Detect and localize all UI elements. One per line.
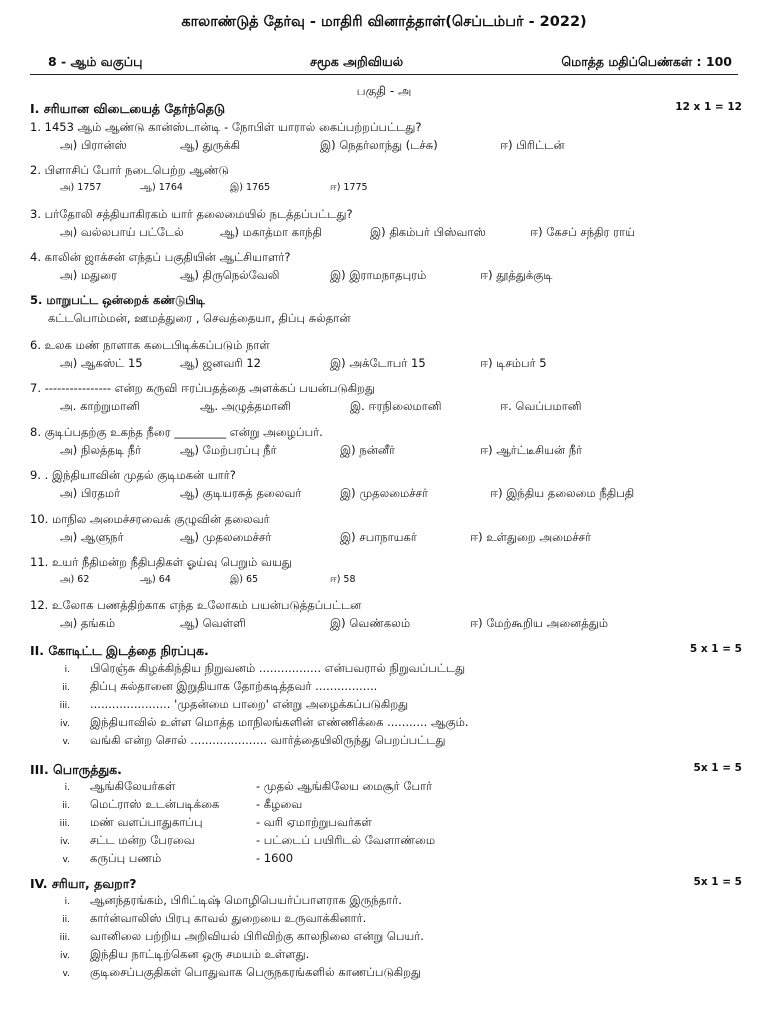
item-text: பிரெஞ்சு கிழக்கிந்திய நிறுவனம் ................. என்பவரால் நிறுவப்பட்டது [90, 661, 466, 675]
question-10 [30, 513, 742, 547]
option-b: ஆ) வெள்ளி [180, 615, 246, 630]
match-right: - வரி ஏமாற்றுபவர்கள் [256, 815, 372, 829]
item-number: v. [62, 969, 70, 979]
options-row [30, 444, 742, 460]
match-right: - பட்டைப் பயிரிடல் வேளாண்மை [256, 833, 436, 847]
item-text: திப்பு சுல்தானை இறுதியாக தோற்கடித்தவர் ................. [90, 679, 378, 693]
question-4 [30, 251, 742, 285]
option-b: ஆ) துருக்கி [180, 137, 241, 152]
options-row [30, 182, 742, 198]
options-row [30, 574, 742, 590]
item-text: வானிலை பற்றிய அறிவியல் பிரிவிற்கு காலநிலை என்று பெயர். [90, 929, 424, 943]
item-number: iii. [59, 819, 70, 829]
option-d: ஈ) ஆர்ட்டீசியன் நீர் [480, 442, 583, 457]
option-b: ஆ) 1764 [140, 181, 183, 193]
option-b: ஆ) திருநெல்வேலி [180, 267, 280, 282]
match-left: கருப்பு பணம் [90, 851, 162, 865]
question-2 [30, 164, 742, 198]
section3-list [30, 780, 742, 870]
item-number: i. [64, 665, 70, 675]
question-text: 4. காலின் ஜாக்சன் எந்தப் பகுதியின் ஆட்சியாளர்? [30, 250, 291, 264]
item-number: v. [62, 855, 70, 865]
option-d: ஈ) இந்திய தலைமை நீதிபதி [490, 485, 635, 500]
section4-heading-row [30, 876, 742, 891]
header-divider [30, 74, 738, 75]
item-number: i. [64, 783, 70, 793]
item-number: v. [62, 737, 70, 747]
option-a: அ) மதுரை [60, 267, 117, 282]
option-b: ஆ) முதலமைச்சர் [180, 529, 272, 544]
option-b: ஆ) 64 [140, 573, 171, 585]
section3-heading: III. பொருத்துக. [30, 762, 122, 777]
options-row [30, 617, 742, 633]
section3-heading-row [30, 762, 742, 777]
item-text: இந்திய நாட்டிற்கென ஒரு சமயம் உள்ளது. [90, 947, 310, 961]
section1-heading-row [30, 101, 742, 116]
question-6 [30, 339, 742, 373]
match-left: மண் வளப்பாதுகாப்பு [90, 815, 203, 829]
match-row [30, 798, 742, 816]
item-number: i. [64, 897, 70, 907]
item-text: இந்தியாவில் உள்ள மொத்த மாநிலங்களின் எண்ணிக்கை ........... ஆகும். [90, 715, 469, 729]
section4-list [30, 894, 742, 984]
paper-title: காலாண்டுத் தேர்வு - மாதிரி வினாத்தாள்(செப்டம்பர் - 2022) [181, 14, 587, 30]
question-text: 7. ---------------- என்ற கருவி ஈரப்பதத்தை அளக்கப் பயன்படுகிறது [30, 381, 375, 395]
option-c: இ) சபாநாயகர் [340, 529, 417, 544]
question-text: 10. மாநில அமைச்சரவைக் குழுவின் தலைவர் [30, 512, 270, 526]
item-text: கார்ன்வாலிஸ் பிரபு காவல் துறையை உருவாக்கினார். [90, 911, 367, 925]
option-c: இ. ஈரநிலைமானி [350, 398, 442, 413]
question-8 [30, 426, 742, 460]
option-d: ஈ) தூத்துக்குடி [480, 267, 553, 282]
question-5 [30, 294, 742, 326]
item-number: iv. [60, 837, 70, 847]
option-c: இ) இராமநாதபுரம் [330, 267, 427, 282]
section2-heading: II. கோடிட்ட இடத்தை நிரப்புக. [30, 643, 209, 658]
item-number: ii. [62, 801, 70, 811]
item-text: வங்கி என்ற சொல் ..................... வார்த்தையிலிருந்து பெறப்பட்டது [90, 733, 446, 747]
item-number: iii. [59, 933, 70, 943]
section2-marks: 5 x 1 = 5 [689, 643, 742, 655]
question-text: 12. உலோக பணத்திற்காக எந்த உலோகம் பயன்படுத்தப்பட்டன [30, 598, 362, 612]
item-number: ii. [62, 915, 70, 925]
option-c: இ) முதலமைச்சர் [340, 485, 429, 500]
list-item [30, 966, 742, 984]
options-row [30, 139, 742, 155]
option-c: இ) 65 [230, 573, 259, 585]
option-d: ஈ) 58 [330, 573, 356, 585]
question-9 [30, 469, 742, 503]
subject-label: சமூக அறிவியல் [310, 54, 404, 69]
options-row [30, 226, 742, 242]
option-c: இ) நன்னீர் [340, 442, 396, 457]
option-c: இ) அக்டோபர் 15 [330, 355, 426, 370]
item-text: ஆனந்தரங்கம், பிரிட்டிஷ் மொழிபெயர்ப்பாளராக இருந்தார். [90, 893, 402, 907]
option-a: அ. காற்றுமானி [60, 398, 140, 413]
item-number: ii. [62, 683, 70, 693]
list-item [30, 948, 742, 966]
options-row [30, 487, 742, 503]
list-item [30, 912, 742, 930]
section4-heading: IV. சரியா, தவறா? [30, 876, 137, 891]
option-d: ஈ) மேற்கூறிய அனைத்தும் [470, 615, 608, 630]
options-row [30, 400, 742, 416]
option-a: அ) பிரான்ஸ் [60, 137, 127, 152]
option-b: ஆ) ஜனவரி 12 [180, 355, 261, 370]
question-text: 3. பர்தோலி சத்தியாகிரகம் யார் தலைமையில் நடத்தப்பட்டது? [30, 207, 353, 221]
list-item [30, 662, 742, 680]
match-left: சட்ட மன்ற பேரவை [90, 833, 195, 847]
question-text: 1. 1453 ஆம் ஆண்டு கான்ஸ்டான்டி - நோபிள் யாரால் கைப்பற்றப்பட்டது? [30, 120, 422, 134]
item-text: குடிசைப்பகுதிகள் பொதுவாக பெருநகரங்களில் காணப்படுகிறது [90, 965, 421, 979]
list-item [30, 734, 742, 752]
option-d: ஈ) டிசம்பர் 5 [480, 355, 547, 370]
item-number: iv. [60, 951, 70, 961]
option-d: ஈ) கேசப் சந்திர ராய் [530, 224, 635, 239]
total-marks-label: மொத்த மதிப்பெண்கள் : 100 [561, 54, 732, 69]
option-b: ஆ) மேற்பரப்பு நீர் [180, 442, 277, 457]
question-text: 8. குடிப்பதற்கு உகந்த நீரை _________ என்று அழைப்பர். [30, 425, 323, 439]
question-text: 11. உயர் நீதிமன்ற நீதிபதிகள் ஓய்வு பெறும் வயது [30, 555, 292, 569]
options-row [30, 357, 742, 373]
option-d: ஈ. வெப்பமானி [500, 398, 582, 413]
match-right: - 1600 [256, 851, 294, 865]
option-c: இ) 1765 [230, 181, 271, 193]
option-a: அ) 1757 [60, 181, 102, 193]
match-right: - கீழவை [256, 797, 303, 811]
question-text: 9. . இந்தியாவின் முதல் குடிமகன் யார்? [30, 468, 236, 482]
option-a: அ) ஆளுநர் [60, 529, 124, 544]
grade-label: 8 - ஆம் வகுப்பு [48, 54, 143, 69]
question-3 [30, 208, 742, 242]
part-label: பகுதி - அ [356, 84, 412, 98]
item-number: iv. [60, 719, 70, 729]
match-row [30, 834, 742, 852]
match-right: - முதல் ஆங்கிலேய மைசூர் போர் [256, 779, 433, 793]
section1-heading: I. சரியான விடையைத் தேர்ந்தெடு [30, 101, 226, 116]
match-left: மெட்ராஸ் உடன்படிக்கை [90, 797, 220, 811]
option-a: அ) தங்கம் [60, 615, 116, 630]
list-item [30, 894, 742, 912]
option-c: இ) நெதர்லாந்து (டச்சு) [320, 137, 438, 152]
section2-list [30, 662, 742, 752]
list-item [30, 716, 742, 734]
question-line2: கட்டபொம்மன், ஊமத்துரை , செவத்தையா, திப்பு சுல்தான் [48, 310, 351, 325]
match-row [30, 852, 742, 870]
item-text: ...................... 'முதன்மை பாறை' என்று அழைக்கப்படுகிறது [90, 697, 409, 711]
option-a: அ) வல்லபாய் பட்டேல் [60, 224, 184, 239]
list-item [30, 698, 742, 716]
question-text: 2. பிளாசிப் போர் நடைபெற்ற ஆண்டு [30, 163, 229, 177]
options-row [30, 531, 742, 547]
option-c: இ) வெண்கலம் [330, 615, 411, 630]
option-c: இ) திகம்பர் பிஸ்வாஸ் [370, 224, 486, 239]
option-b: ஆ. அழுத்தமானி [200, 398, 291, 413]
option-a: அ) 62 [60, 573, 90, 585]
options-row [30, 269, 742, 285]
section2-heading-row [30, 643, 742, 658]
match-row [30, 816, 742, 834]
option-d: ஈ) உள்துறை அமைச்சர் [470, 529, 592, 544]
question-text: 6. உலக மண் நாளாக கடைபிடிக்கப்படும் நாள் [30, 338, 270, 352]
list-item [30, 930, 742, 948]
question-1 [30, 121, 742, 155]
question-12 [30, 599, 742, 633]
match-left: ஆங்கிலேயர்கள் [90, 779, 176, 793]
section4-marks: 5x 1 = 5 [693, 876, 742, 888]
option-b: ஆ) குடியரசுத் தலைவர் [180, 485, 302, 500]
match-row [30, 780, 742, 798]
question-7 [30, 382, 742, 416]
option-a: அ) பிரதமர் [60, 485, 121, 500]
option-d: ஈ) 1775 [330, 181, 368, 193]
paper-header-row [48, 54, 732, 72]
item-number: iii. [59, 701, 70, 711]
section3-marks: 5x 1 = 5 [693, 762, 742, 774]
option-b: ஆ) மகாத்மா காந்தி [220, 224, 322, 239]
question-text: 5. மாறுபட்ட ஒன்றைக் கண்டுபிடி [30, 293, 205, 307]
question-11 [30, 556, 742, 590]
section1-marks: 12 x 1 = 12 [675, 101, 742, 113]
list-item [30, 680, 742, 698]
option-a: அ) நிலத்தடி நீர் [60, 442, 142, 457]
option-d: ஈ) பிரிட்டன் [500, 137, 565, 152]
option-a: அ) ஆகஸ்ட் 15 [60, 355, 143, 370]
